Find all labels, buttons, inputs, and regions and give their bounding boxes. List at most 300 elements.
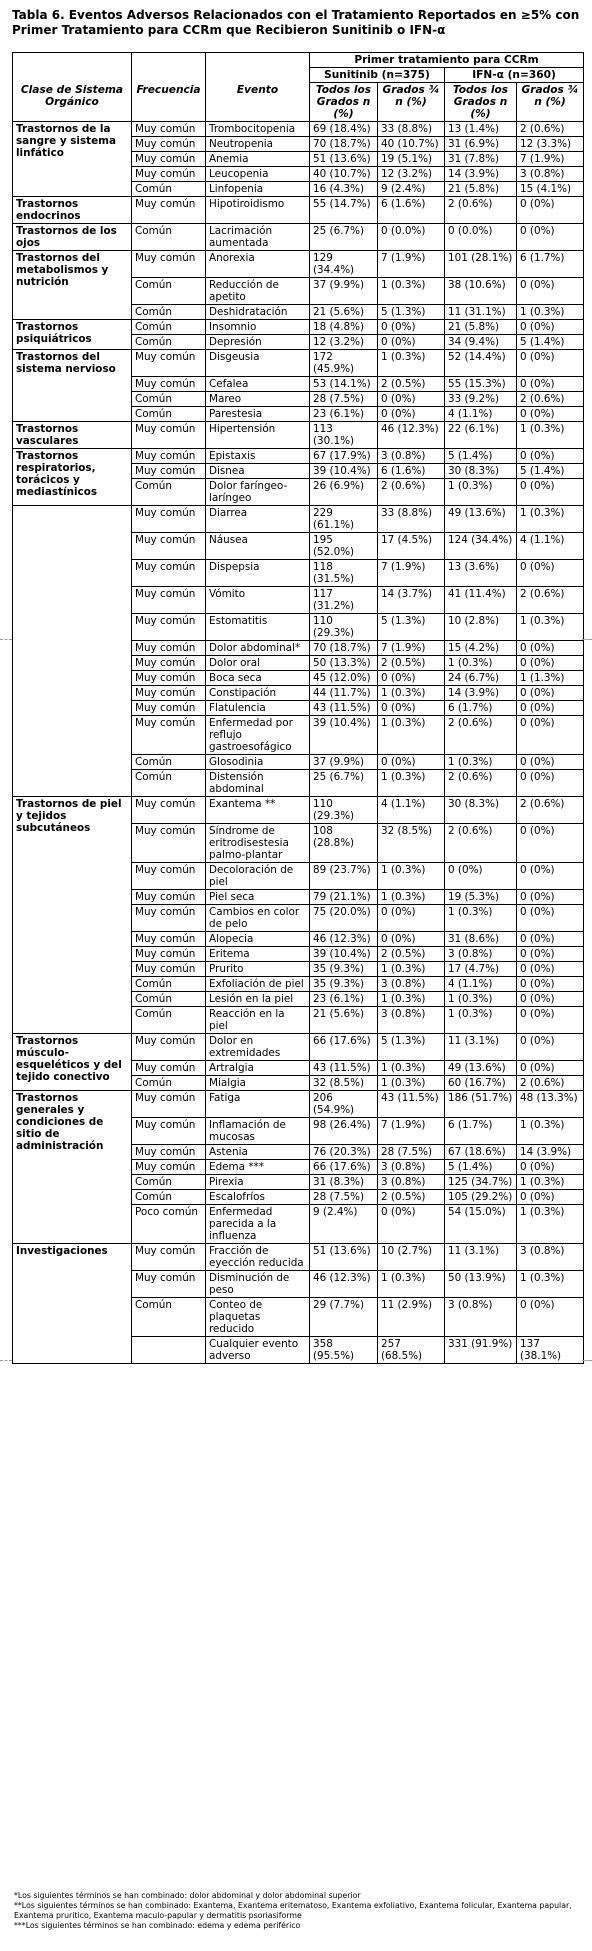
evento-cell: Epistaxis xyxy=(206,449,310,464)
sunitinib-grados34-cell: 1 (0.3%) xyxy=(378,1076,445,1091)
evento-cell: Glosodinia xyxy=(206,755,310,770)
evento-cell: Enfermedad por reflujo gastroesofágico xyxy=(206,716,310,755)
frecuencia-cell: Común xyxy=(132,770,206,797)
system-organ-class: Trastornos generales y condiciones de sitio de administración xyxy=(13,1091,132,1244)
sunitinib-grados34-cell: 7 (1.9%) xyxy=(378,1118,445,1145)
ifn-grados34-cell: 0 (0%) xyxy=(517,350,584,377)
table-row xyxy=(13,1091,584,1118)
sunitinib-grados34-cell: 1 (0.3%) xyxy=(378,992,445,1007)
ifn-todos-cell: 52 (14.4%) xyxy=(445,350,517,377)
evento-cell: Diarrea xyxy=(206,506,310,533)
sunitinib-grados34-cell: 3 (0.8%) xyxy=(378,1175,445,1190)
sunitinib-todos-cell: 98 (26.4%) xyxy=(310,1118,378,1145)
frecuencia-cell: Muy común xyxy=(132,449,206,464)
evento-cell: Disminución de peso xyxy=(206,1271,310,1298)
sunitinib-todos-cell: 118 (31.5%) xyxy=(310,560,378,587)
evento-cell: Dispepsia xyxy=(206,560,310,587)
ifn-todos-cell: 17 (4.7%) xyxy=(445,962,517,977)
sunitinib-todos-cell: 89 (23.7%) xyxy=(310,863,378,890)
sunitinib-todos-cell: 206 (54.9%) xyxy=(310,1091,378,1118)
ifn-grados34-cell: 1 (0.3%) xyxy=(517,1271,584,1298)
system-organ-class: Trastornos respiratorios, torácicos y mediastínicos xyxy=(13,449,132,506)
frecuencia-cell: Muy común xyxy=(132,152,206,167)
evento-cell: Alopecia xyxy=(206,932,310,947)
sunitinib-todos-cell: 46 (12.3%) xyxy=(310,932,378,947)
evento-cell: Fatiga xyxy=(206,1091,310,1118)
ifn-grados34-cell: 0 (0%) xyxy=(517,824,584,863)
table-row xyxy=(13,224,584,251)
ifn-todos-cell: 3 (0.8%) xyxy=(445,947,517,962)
sunitinib-todos-cell: 113 (30.1%) xyxy=(310,422,378,449)
frecuencia-cell: Común xyxy=(132,407,206,422)
evento-cell: Dolor abdominal* xyxy=(206,641,310,656)
sunitinib-todos-cell: 21 (5.6%) xyxy=(310,1007,378,1034)
ifn-todos-cell: 10 (2.8%) xyxy=(445,614,517,641)
ifn-grados34-cell: 0 (0%) xyxy=(517,224,584,251)
frecuencia-cell: Muy común xyxy=(132,656,206,671)
sunitinib-grados34-cell: 1 (0.3%) xyxy=(378,350,445,377)
frecuencia-cell: Común xyxy=(132,278,206,305)
ifn-todos-cell: 6 (1.7%) xyxy=(445,701,517,716)
ifn-todos-cell: 0 (0.0%) xyxy=(445,224,517,251)
header-ifn: IFN-α (n=360) xyxy=(445,68,584,83)
frecuencia-cell: Común xyxy=(132,755,206,770)
ifn-todos-cell: 1 (0.3%) xyxy=(445,905,517,932)
adverse-events-table xyxy=(12,52,584,1364)
evento-cell: Deshidratación xyxy=(206,305,310,320)
ifn-todos-cell: 19 (5.3%) xyxy=(445,890,517,905)
ifn-todos-cell: 5 (1.4%) xyxy=(445,449,517,464)
evento-cell: Estomatitis xyxy=(206,614,310,641)
sunitinib-todos-cell: 23 (6.1%) xyxy=(310,992,378,1007)
sunitinib-todos-cell: 229 (61.1%) xyxy=(310,506,378,533)
sunitinib-todos-cell: 40 (10.7%) xyxy=(310,167,378,182)
evento-cell: Trombocitopenia xyxy=(206,122,310,137)
system-organ-class: Trastornos del metabolismos y nutrición xyxy=(13,251,132,320)
ifn-grados34-cell: 2 (0.6%) xyxy=(517,587,584,614)
ifn-todos-cell: 1 (0.3%) xyxy=(445,755,517,770)
sunitinib-grados34-cell: 1 (0.3%) xyxy=(378,863,445,890)
sunitinib-grados34-cell: 3 (0.8%) xyxy=(378,1007,445,1034)
frecuencia-cell: Común xyxy=(132,977,206,992)
sunitinib-todos-cell: 26 (6.9%) xyxy=(310,479,378,506)
evento-cell: Enfermedad parecida a la influenza xyxy=(206,1205,310,1244)
ifn-grados34-cell: 0 (0%) xyxy=(517,890,584,905)
table-caption: Tabla 6. Eventos Adversos Relacionados con el Tratamiento Reportados en ≥5% con Primer Tratamiento para CCRm que Recibieron Sunitinib o IFN-α xyxy=(12,8,580,37)
ifn-todos-cell: 0 (0%) xyxy=(445,863,517,890)
ifn-todos-cell: 4 (1.1%) xyxy=(445,407,517,422)
sunitinib-grados34-cell: 0 (0%) xyxy=(378,932,445,947)
ifn-grados34-cell: 0 (0%) xyxy=(517,278,584,305)
evento-cell: Edema *** xyxy=(206,1160,310,1175)
frecuencia-cell: Muy común xyxy=(132,824,206,863)
sunitinib-todos-cell: 39 (10.4%) xyxy=(310,947,378,962)
ifn-todos-cell: 1 (0.3%) xyxy=(445,656,517,671)
ifn-todos-cell: 331 (91.9%) xyxy=(445,1337,517,1364)
ifn-todos-cell: 11 (3.1%) xyxy=(445,1034,517,1061)
sunitinib-grados34-cell: 0 (0%) xyxy=(378,407,445,422)
evento-cell: Parestesia xyxy=(206,407,310,422)
sunitinib-todos-cell: 25 (6.7%) xyxy=(310,770,378,797)
ifn-grados34-cell: 1 (0.3%) xyxy=(517,1118,584,1145)
sunitinib-grados34-cell: 33 (8.8%) xyxy=(378,506,445,533)
frecuencia-cell: Muy común xyxy=(132,1145,206,1160)
evento-cell: Inflamación de mucosas xyxy=(206,1118,310,1145)
sunitinib-todos-cell: 31 (8.3%) xyxy=(310,1175,378,1190)
frecuencia-cell: Común xyxy=(132,320,206,335)
ifn-grados34-cell: 1 (1.3%) xyxy=(517,671,584,686)
ifn-grados34-cell: 6 (1.7%) xyxy=(517,251,584,278)
ifn-grados34-cell: 0 (0%) xyxy=(517,479,584,506)
ifn-todos-cell: 124 (34.4%) xyxy=(445,533,517,560)
table-body xyxy=(13,122,584,1364)
sunitinib-grados34-cell: 10 (2.7%) xyxy=(378,1244,445,1271)
ifn-todos-cell: 38 (10.6%) xyxy=(445,278,517,305)
ifn-grados34-cell: 1 (0.3%) xyxy=(517,506,584,533)
system-organ-class: Trastornos vasculares xyxy=(13,422,132,449)
ifn-grados34-cell: 0 (0%) xyxy=(517,755,584,770)
sunitinib-grados34-cell: 12 (3.2%) xyxy=(378,167,445,182)
sunitinib-todos-cell: 39 (10.4%) xyxy=(310,716,378,755)
header-sunitinib-grados34: Grados ¾ n (%) xyxy=(378,83,445,122)
frecuencia-cell: Muy común xyxy=(132,797,206,824)
sunitinib-grados34-cell: 1 (0.3%) xyxy=(378,962,445,977)
sunitinib-grados34-cell: 5 (1.3%) xyxy=(378,305,445,320)
ifn-grados34-cell: 0 (0%) xyxy=(517,686,584,701)
system-organ-class: Trastornos de piel y tejidos subcutáneos xyxy=(13,797,132,1034)
sunitinib-todos-cell: 50 (13.3%) xyxy=(310,656,378,671)
ifn-grados34-cell: 7 (1.9%) xyxy=(517,152,584,167)
header-group: Primer tratamiento para CCRm xyxy=(310,53,584,68)
frecuencia-cell: Muy común xyxy=(132,167,206,182)
evento-cell: Disnea xyxy=(206,464,310,479)
evento-cell: Neutropenia xyxy=(206,137,310,152)
ifn-todos-cell: 34 (9.4%) xyxy=(445,335,517,350)
sunitinib-todos-cell: 9 (2.4%) xyxy=(310,1205,378,1244)
ifn-grados34-cell: 0 (0%) xyxy=(517,407,584,422)
header-sunitinib-todos: Todos los Grados n (%) xyxy=(310,83,378,122)
sunitinib-todos-cell: 51 (13.6%) xyxy=(310,1244,378,1271)
frecuencia-cell: Muy común xyxy=(132,1244,206,1271)
ifn-todos-cell: 2 (0.6%) xyxy=(445,716,517,755)
sunitinib-todos-cell: 172 (45.9%) xyxy=(310,350,378,377)
sunitinib-grados34-cell: 1 (0.3%) xyxy=(378,1061,445,1076)
ifn-todos-cell: 15 (4.2%) xyxy=(445,641,517,656)
evento-cell: Hipotiroidismo xyxy=(206,197,310,224)
table-row xyxy=(13,320,584,335)
system-organ-class: Trastornos endocrinos xyxy=(13,197,132,224)
frecuencia-cell: Poco común xyxy=(132,1205,206,1244)
sunitinib-grados34-cell: 257 (68.5%) xyxy=(378,1337,445,1364)
sunitinib-grados34-cell: 32 (8.5%) xyxy=(378,824,445,863)
frecuencia-cell: Muy común xyxy=(132,422,206,449)
sunitinib-todos-cell: 195 (52.0%) xyxy=(310,533,378,560)
ifn-todos-cell: 13 (1.4%) xyxy=(445,122,517,137)
evento-cell: Lacrimación aumentada xyxy=(206,224,310,251)
frecuencia-cell: Muy común xyxy=(132,251,206,278)
evento-cell: Dolor oral xyxy=(206,656,310,671)
header-clase: Clase de Sistema Orgánico xyxy=(13,83,132,122)
ifn-grados34-cell: 14 (3.9%) xyxy=(517,1145,584,1160)
ifn-grados34-cell: 5 (1.4%) xyxy=(517,464,584,479)
sunitinib-grados34-cell: 1 (0.3%) xyxy=(378,770,445,797)
ifn-grados34-cell: 0 (0%) xyxy=(517,770,584,797)
ifn-todos-cell: 186 (51.7%) xyxy=(445,1091,517,1118)
frecuencia-cell: Común xyxy=(132,1298,206,1337)
evento-cell: Constipación xyxy=(206,686,310,701)
ifn-todos-cell: 2 (0.6%) xyxy=(445,770,517,797)
sunitinib-grados34-cell: 3 (0.8%) xyxy=(378,1160,445,1175)
sunitinib-todos-cell: 39 (10.4%) xyxy=(310,464,378,479)
frecuencia-cell: Muy común xyxy=(132,716,206,755)
evento-cell: Reacción en la piel xyxy=(206,1007,310,1034)
sunitinib-grados34-cell: 6 (1.6%) xyxy=(378,464,445,479)
sunitinib-todos-cell: 117 (31.2%) xyxy=(310,587,378,614)
header-sunitinib: Sunitinib (n=375) xyxy=(310,68,445,83)
evento-cell: Exantema ** xyxy=(206,797,310,824)
sunitinib-grados34-cell: 2 (0.5%) xyxy=(378,377,445,392)
sunitinib-grados34-cell: 0 (0.0%) xyxy=(378,224,445,251)
evento-cell: Insomnio xyxy=(206,320,310,335)
evento-cell: Mareo xyxy=(206,392,310,407)
system-organ-class: Trastornos de la sangre y sistema linfático xyxy=(13,122,132,197)
system-organ-class: Trastornos psiquiátricos xyxy=(13,320,132,350)
evento-cell: Piel seca xyxy=(206,890,310,905)
evento-cell: Fracción de eyección reducida xyxy=(206,1244,310,1271)
frecuencia-cell: Muy común xyxy=(132,350,206,377)
ifn-grados34-cell: 3 (0.8%) xyxy=(517,167,584,182)
evento-cell: Reducción de apetito xyxy=(206,278,310,305)
sunitinib-todos-cell: 70 (18.7%) xyxy=(310,641,378,656)
evento-cell: Cambios en color de pelo xyxy=(206,905,310,932)
ifn-grados34-cell: 12 (3.3%) xyxy=(517,137,584,152)
frecuencia-cell xyxy=(132,1337,206,1364)
ifn-grados34-cell: 0 (0%) xyxy=(517,197,584,224)
frecuencia-cell: Muy común xyxy=(132,932,206,947)
ifn-todos-cell: 21 (5.8%) xyxy=(445,182,517,197)
sunitinib-grados34-cell: 2 (0.5%) xyxy=(378,1190,445,1205)
ifn-grados34-cell: 1 (0.3%) xyxy=(517,422,584,449)
ifn-todos-cell: 1 (0.3%) xyxy=(445,992,517,1007)
table-row xyxy=(13,422,584,449)
frecuencia-cell: Muy común xyxy=(132,863,206,890)
ifn-grados34-cell: 137 (38.1%) xyxy=(517,1337,584,1364)
ifn-todos-cell: 14 (3.9%) xyxy=(445,167,517,182)
sunitinib-todos-cell: 358 (95.5%) xyxy=(310,1337,378,1364)
sunitinib-todos-cell: 55 (14.7%) xyxy=(310,197,378,224)
sunitinib-todos-cell: 29 (7.7%) xyxy=(310,1298,378,1337)
frecuencia-cell: Muy común xyxy=(132,1061,206,1076)
ifn-todos-cell: 33 (9.2%) xyxy=(445,392,517,407)
sunitinib-grados34-cell: 3 (0.8%) xyxy=(378,449,445,464)
evento-cell: Linfopenia xyxy=(206,182,310,197)
frecuencia-cell: Común xyxy=(132,392,206,407)
sunitinib-grados34-cell: 0 (0%) xyxy=(378,671,445,686)
ifn-todos-cell: 30 (8.3%) xyxy=(445,464,517,479)
ifn-todos-cell: 49 (13.6%) xyxy=(445,506,517,533)
sunitinib-todos-cell: 70 (18.7%) xyxy=(310,137,378,152)
evento-cell: Anemia xyxy=(206,152,310,167)
ifn-grados34-cell: 3 (0.8%) xyxy=(517,1244,584,1271)
evento-cell: Eritema xyxy=(206,947,310,962)
ifn-todos-cell: 11 (31.1%) xyxy=(445,305,517,320)
sunitinib-todos-cell: 44 (11.7%) xyxy=(310,686,378,701)
evento-cell: Cefalea xyxy=(206,377,310,392)
table-row xyxy=(13,449,584,464)
ifn-grados34-cell: 0 (0%) xyxy=(517,932,584,947)
sunitinib-todos-cell: 108 (28.8%) xyxy=(310,824,378,863)
ifn-grados34-cell: 0 (0%) xyxy=(517,449,584,464)
ifn-todos-cell: 3 (0.8%) xyxy=(445,1298,517,1337)
evento-cell: Lesión en la piel xyxy=(206,992,310,1007)
sunitinib-todos-cell: 79 (21.1%) xyxy=(310,890,378,905)
sunitinib-todos-cell: 46 (12.3%) xyxy=(310,1271,378,1298)
sunitinib-grados34-cell: 17 (4.5%) xyxy=(378,533,445,560)
ifn-todos-cell: 2 (0.6%) xyxy=(445,197,517,224)
sunitinib-grados34-cell: 7 (1.9%) xyxy=(378,641,445,656)
evento-cell: Mialgia xyxy=(206,1076,310,1091)
ifn-grados34-cell: 0 (0%) xyxy=(517,377,584,392)
sunitinib-grados34-cell: 0 (0%) xyxy=(378,905,445,932)
ifn-grados34-cell: 4 (1.1%) xyxy=(517,533,584,560)
ifn-todos-cell: 54 (15.0%) xyxy=(445,1205,517,1244)
frecuencia-cell: Muy común xyxy=(132,701,206,716)
frecuencia-cell: Común xyxy=(132,182,206,197)
table-row xyxy=(13,251,584,278)
frecuencia-cell: Muy común xyxy=(132,464,206,479)
sunitinib-todos-cell: 28 (7.5%) xyxy=(310,1190,378,1205)
frecuencia-cell: Muy común xyxy=(132,197,206,224)
frecuencia-cell: Muy común xyxy=(132,905,206,932)
sunitinib-todos-cell: 35 (9.3%) xyxy=(310,977,378,992)
evento-cell: Disgeusia xyxy=(206,350,310,377)
ifn-todos-cell: 2 (0.6%) xyxy=(445,824,517,863)
frecuencia-cell: Común xyxy=(132,479,206,506)
footnote-1: *Los siguientes términos se han combinado: dolor abdominal y dolor abdominal superior xyxy=(14,1891,361,1900)
sunitinib-grados34-cell: 43 (11.5%) xyxy=(378,1091,445,1118)
ifn-grados34-cell: 0 (0%) xyxy=(517,641,584,656)
sunitinib-grados34-cell: 1 (0.3%) xyxy=(378,890,445,905)
table-row xyxy=(13,197,584,224)
sunitinib-todos-cell: 37 (9.9%) xyxy=(310,278,378,305)
ifn-grados34-cell: 0 (0%) xyxy=(517,1034,584,1061)
system-organ-class: Trastornos del sistema nervioso xyxy=(13,350,132,422)
ifn-todos-cell: 49 (13.6%) xyxy=(445,1061,517,1076)
ifn-todos-cell: 125 (34.7%) xyxy=(445,1175,517,1190)
ifn-todos-cell: 4 (1.1%) xyxy=(445,977,517,992)
evento-cell: Astenia xyxy=(206,1145,310,1160)
page-break-mark xyxy=(582,639,592,640)
ifn-todos-cell: 31 (7.8%) xyxy=(445,152,517,167)
evento-cell: Cualquier evento adverso xyxy=(206,1337,310,1364)
ifn-grados34-cell: 0 (0%) xyxy=(517,320,584,335)
frecuencia-cell: Muy común xyxy=(132,890,206,905)
frecuencia-cell: Común xyxy=(132,1007,206,1034)
sunitinib-grados34-cell: 19 (5.1%) xyxy=(378,152,445,167)
sunitinib-todos-cell: 69 (18.4%) xyxy=(310,122,378,137)
header-ifn-todos: Todos los Grados n (%) xyxy=(445,83,517,122)
frecuencia-cell: Común xyxy=(132,1175,206,1190)
frecuencia-cell: Muy común xyxy=(132,1271,206,1298)
sunitinib-todos-cell: 110 (29.3%) xyxy=(310,614,378,641)
frecuencia-cell: Muy común xyxy=(132,671,206,686)
frecuencia-cell: Común xyxy=(132,305,206,320)
frecuencia-cell: Muy común xyxy=(132,1091,206,1118)
evento-cell: Leucopenia xyxy=(206,167,310,182)
sunitinib-todos-cell: 43 (11.5%) xyxy=(310,1061,378,1076)
sunitinib-todos-cell: 129 (34.4%) xyxy=(310,251,378,278)
header-frecuencia: Frecuencia xyxy=(132,83,206,122)
frecuencia-cell: Muy común xyxy=(132,614,206,641)
sunitinib-grados34-cell: 40 (10.7%) xyxy=(378,137,445,152)
ifn-grados34-cell: 1 (0.3%) xyxy=(517,1205,584,1244)
ifn-grados34-cell: 2 (0.6%) xyxy=(517,122,584,137)
sunitinib-grados34-cell: 4 (1.1%) xyxy=(378,797,445,824)
ifn-todos-cell: 14 (3.9%) xyxy=(445,686,517,701)
page-break-mark xyxy=(582,1360,592,1361)
frecuencia-cell: Muy común xyxy=(132,947,206,962)
ifn-todos-cell: 24 (6.7%) xyxy=(445,671,517,686)
sunitinib-grados34-cell: 7 (1.9%) xyxy=(378,560,445,587)
ifn-todos-cell: 67 (18.6%) xyxy=(445,1145,517,1160)
evento-cell: Síndrome de eritrodisestesia palmo-plantar xyxy=(206,824,310,863)
sunitinib-grados34-cell: 3 (0.8%) xyxy=(378,977,445,992)
ifn-todos-cell: 13 (3.6%) xyxy=(445,560,517,587)
evento-cell: Hipertensión xyxy=(206,422,310,449)
evento-cell: Anorexia xyxy=(206,251,310,278)
frecuencia-cell: Común xyxy=(132,1076,206,1091)
frecuencia-cell: Muy común xyxy=(132,377,206,392)
sunitinib-todos-cell: 51 (13.6%) xyxy=(310,152,378,167)
ifn-grados34-cell: 0 (0%) xyxy=(517,1160,584,1175)
evento-cell: Artralgia xyxy=(206,1061,310,1076)
ifn-grados34-cell: 0 (0%) xyxy=(517,1190,584,1205)
sunitinib-grados34-cell: 33 (8.8%) xyxy=(378,122,445,137)
frecuencia-cell: Común xyxy=(132,335,206,350)
ifn-todos-cell: 30 (8.3%) xyxy=(445,797,517,824)
ifn-todos-cell: 6 (1.7%) xyxy=(445,1118,517,1145)
ifn-grados34-cell: 0 (0%) xyxy=(517,656,584,671)
ifn-grados34-cell: 0 (0%) xyxy=(517,962,584,977)
sunitinib-grados34-cell: 1 (0.3%) xyxy=(378,1271,445,1298)
sunitinib-grados34-cell: 0 (0%) xyxy=(378,320,445,335)
sunitinib-todos-cell: 25 (6.7%) xyxy=(310,224,378,251)
system-organ-class: Trastornos músculo-esqueléticos y del tejido conectivo xyxy=(13,1034,132,1091)
system-organ-class: Investigaciones xyxy=(13,1244,132,1364)
ifn-grados34-cell: 0 (0%) xyxy=(517,1298,584,1337)
evento-cell: Escalofríos xyxy=(206,1190,310,1205)
sunitinib-grados34-cell: 1 (0.3%) xyxy=(378,686,445,701)
evento-cell: Depresión xyxy=(206,335,310,350)
ifn-grados34-cell: 2 (0.6%) xyxy=(517,1076,584,1091)
ifn-grados34-cell: 0 (0%) xyxy=(517,977,584,992)
ifn-grados34-cell: 0 (0%) xyxy=(517,992,584,1007)
sunitinib-grados34-cell: 28 (7.5%) xyxy=(378,1145,445,1160)
ifn-todos-cell: 101 (28.1%) xyxy=(445,251,517,278)
ifn-grados34-cell: 2 (0.6%) xyxy=(517,392,584,407)
ifn-grados34-cell: 0 (0%) xyxy=(517,701,584,716)
sunitinib-grados34-cell: 6 (1.6%) xyxy=(378,197,445,224)
ifn-grados34-cell: 1 (0.3%) xyxy=(517,614,584,641)
table-row xyxy=(13,1244,584,1271)
frecuencia-cell: Muy común xyxy=(132,533,206,560)
sunitinib-grados34-cell: 5 (1.3%) xyxy=(378,1034,445,1061)
system-organ-class: Trastornos de los ojos xyxy=(13,224,132,251)
ifn-grados34-cell: 2 (0.6%) xyxy=(517,797,584,824)
sunitinib-grados34-cell: 2 (0.6%) xyxy=(378,479,445,506)
sunitinib-todos-cell: 35 (9.3%) xyxy=(310,962,378,977)
ifn-grados34-cell: 0 (0%) xyxy=(517,716,584,755)
